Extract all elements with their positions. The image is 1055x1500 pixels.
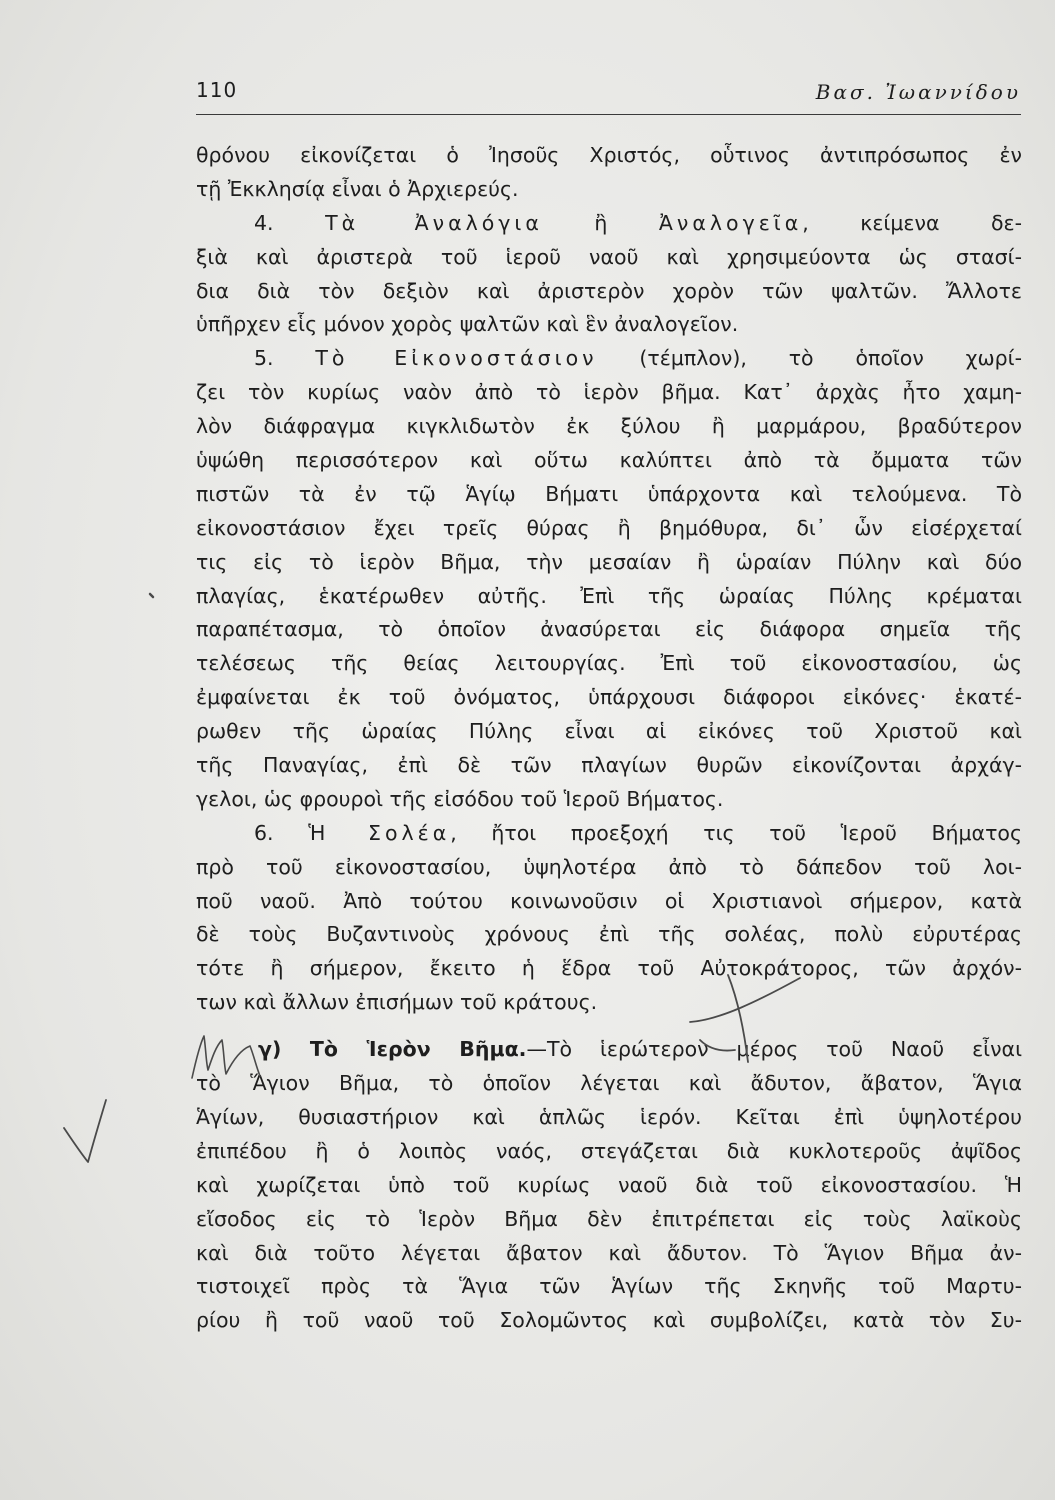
section-5-line — [196, 342, 1022, 376]
page-number: 110 — [196, 78, 238, 102]
term-solea: Ἡ Σολέα — [308, 820, 451, 845]
text-line: τὸ Ἅγιον Βῆμα, τὸ ὁποῖον λέγεται καὶ ἄδυτον, ἄβατον, Ἅγια — [196, 1071, 1022, 1096]
term-analogeia: Ἀναλογεῖα — [658, 210, 803, 235]
term-eikonostasion: Τὸ Εἰκονοστάσιον — [315, 346, 598, 371]
text-line: ἐμφαίνεται ἐκ τοῦ ὀνόματος, ὑπάρχουσι διάφοροι εἰκόνες· ἑκατέ- — [196, 685, 1022, 710]
text-line: καὶ διὰ τοῦτο λέγεται ἄβατον καὶ ἄδυτον. Τὸ Ἅγιον Βῆμα ἀν- — [196, 1240, 1022, 1265]
text-line: πρὸ τοῦ εἰκονοστασίου, ὑψηλοτέρα ἀπὸ τὸ δάπεδον τοῦ λοι- — [196, 854, 1022, 879]
text-line: λὸν διάφραγμα κιγκλιδωτὸν ἐκ ξύλου ἢ μαρμάρου, βραδύτερον — [196, 414, 1022, 439]
text-line: καὶ χωρίζεται ὑπὸ τοῦ κυρίως ναοῦ διὰ τοῦ εἰκονοστασίου. Ἡ — [196, 1172, 1022, 1197]
paragraph-gap — [196, 1020, 1022, 1033]
text-line: δὲ τοὺς Βυζαντινοὺς χρόνους ἐπὶ τῆς σολέας, πολὺ εὐρυτέρας — [196, 922, 1022, 947]
text-line: ζει τὸν κυρίως ναὸν ἀπὸ τὸ ἱερὸν βῆμα. Κατ᾿ ἀρχὰς ἦτο χαμη- — [196, 380, 1022, 405]
pencil-tick-mark — [64, 1100, 106, 1162]
running-head: Βασ. Ἰωαννίδου — [815, 80, 1021, 104]
text-fragment: ἢ — [542, 210, 659, 235]
text-line: ποῦ ναοῦ. Ἀπὸ τούτου κοινωνοῦσιν οἱ Χριστιανοὶ σήμερον, κατὰ — [196, 888, 1022, 913]
text-fragment: (τέμπλον), τὸ ὁποῖον χωρί- — [597, 346, 1022, 371]
page-header — [196, 74, 1021, 115]
text-line: πιστῶν τὰ ἐν τῷ Ἁγίῳ Βήματι ὑπάρχοντα καὶ τελούμενα. Τὸ — [196, 481, 1022, 506]
text-line: δια διὰ τὸν δεξιὸν καὶ ἀριστερὸν χορὸν τῶν ψαλτῶν. Ἄλλοτε — [196, 278, 1022, 303]
text-line: ὑπῆρχεν εἷς μόνον χορὸς ψαλτῶν καὶ ἓν ἀναλογεῖον. — [196, 312, 739, 337]
text-fragment: , ἤτοι προεξοχή τις τοῦ Ἱεροῦ Βήματος — [450, 820, 1022, 845]
text-line: τότε ἢ σήμερον, ἔκειτο ἡ ἕδρα τοῦ Αὐτοκράτορος, τῶν ἀρχόν- — [196, 956, 1022, 981]
text-fragment: —Τὸ ἱερώτερον μέρος τοῦ Ναοῦ εἶναι — [526, 1037, 1022, 1062]
text-line: ὑψώθη περισσότερον καὶ οὕτω καλύπτει ἀπὸ τὰ ὄμματα τῶν — [196, 448, 1022, 473]
text-line: τιστοιχεῖ πρὸς τὰ Ἅγια τῶν Ἁγίων τῆς Σκηνῆς τοῦ Μαρτυ- — [196, 1274, 1022, 1299]
text-line: ρίου ἢ τοῦ ναοῦ τοῦ Σολομῶντος καὶ συμβολίζει, κατὰ τὸν Συ- — [196, 1308, 1022, 1333]
text-line: τις εἰς τὸ ἱερὸν Βῆμα, τὴν μεσαίαν ἢ ὡραίαν Πύλην καὶ δύο — [196, 549, 1022, 574]
section-heading: γ) Τὸ Ἱερὸν Βῆμα. — [258, 1037, 527, 1062]
body-text — [196, 139, 1022, 1338]
text-line: τελέσεως τῆς θείας λειτουργίας. Ἐπὶ τοῦ εἰκονοστασίου, ὡς — [196, 651, 1022, 676]
text-line: Ἁγίων, θυσιαστήριον καὶ ἁπλῶς ἱερόν. Κεῖται ἐπὶ ὑψηλοτέρου — [196, 1104, 1022, 1129]
text-line: ξιὰ καὶ ἀριστερὰ τοῦ ἱεροῦ ναοῦ καὶ χρησιμεύοντα ὡς στασί- — [196, 244, 1022, 269]
text-line: πλαγίας, ἑκατέρωθεν αὐτῆς. Ἐπὶ τῆς ὡραίας Πύλης κρέμαται — [196, 583, 1022, 608]
item-number: 6. — [254, 820, 274, 845]
item-number: 4. — [254, 210, 274, 235]
text-line: παραπέτασμα, τὸ ὁποῖον ἀνασύρεται εἰς διάφορα σημεῖα τῆς — [196, 617, 1022, 642]
item-number: 5. — [254, 346, 274, 371]
text-line: των καὶ ἄλλων ἐπισήμων τοῦ κράτους. — [196, 990, 598, 1015]
text-line: γελοι, ὡς φρουροὶ τῆς εἰσόδου τοῦ Ἱεροῦ Βήματος. — [196, 786, 724, 811]
text-line: τῆς Παναγίας, ἐπὶ δὲ τῶν πλαγίων θυρῶν εἰκονίζονται ἀρχάγ- — [196, 753, 1022, 778]
text-line: τῇ Ἐκκλησίᾳ εἶναι ὁ Ἀρχιερεύς. — [196, 176, 519, 201]
text-line: εἴσοδος εἰς τὸ Ἱερὸν Βῆμα δὲν ἐπιτρέπεται εἰς τοὺς λαϊκοὺς — [196, 1206, 1022, 1231]
text-line: ρωθεν τῆς ὡραίας Πύλης εἶναι αἱ εἰκόνες τοῦ Χριστοῦ καὶ — [196, 719, 1022, 744]
text-line: θρόνου εἰκονίζεται ὁ Ἰησοῦς Χριστός, οὗτινος ἀντιπρόσωπος ἐν — [196, 143, 1022, 167]
text-line: ἐπιπέδου ἢ ὁ λοιπὸς ναός, στεγάζεται διὰ κυκλοτεροῦς ἀψῖδος — [196, 1138, 1022, 1163]
section-heading-line — [196, 1033, 1022, 1067]
text-fragment: , κείμενα δε- — [802, 210, 1022, 235]
section-6-line — [196, 817, 1022, 851]
section-4-line — [196, 207, 1022, 241]
text-line: εἰκονοστάσιον ἔχει τρεῖς θύρας ἢ βημόθυρα, δι᾿ ὧν εἰσέρχεταί — [196, 515, 1022, 540]
pencil-dot-mark — [150, 594, 153, 597]
term-analogia: Τὰ Ἀναλόγια — [325, 210, 543, 235]
